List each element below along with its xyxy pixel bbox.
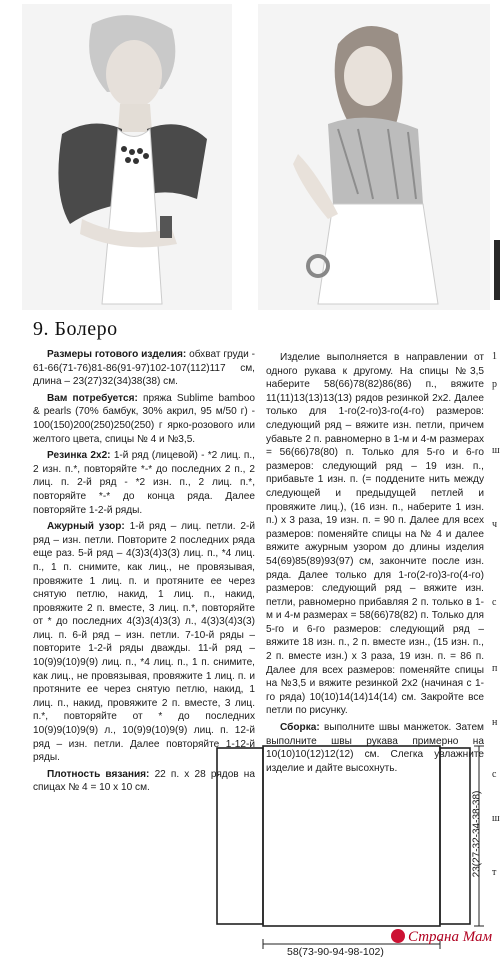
pattern-title: 9. Болеро — [33, 318, 118, 340]
left-column — [33, 348, 255, 798]
edge-glyph: р — [492, 379, 497, 390]
bolero-schematic — [215, 734, 485, 958]
edge-glyph: ш — [492, 445, 500, 456]
edge-glyph: н — [492, 717, 498, 728]
photo-woman-bolero — [22, 4, 232, 310]
materials-label: Вам потребуется: — [47, 392, 138, 404]
girl-figure-illustration — [258, 4, 490, 310]
site-watermark — [391, 929, 492, 946]
woman-figure-illustration — [22, 4, 232, 310]
width-label: 58(73-90-94-98-102) — [287, 946, 384, 958]
edge-glyph: ч — [492, 519, 498, 530]
right-column — [266, 351, 484, 778]
edge-glyph: 1 — [492, 351, 497, 362]
rib-label: Резинка 2х2: — [47, 450, 111, 462]
lace-paragraph — [33, 520, 255, 765]
height-label: 23(27-32-34-38-38) — [471, 790, 483, 878]
assembly-label: Сборка: — [280, 722, 320, 734]
edge-glyph: ш — [492, 813, 500, 824]
schematic-drawing — [215, 734, 485, 954]
materials-paragraph — [33, 392, 255, 446]
photos-area — [0, 0, 500, 316]
gauge-text: 22 п. х 28 рядов на спицах № 4 = 10 х 10 см. — [33, 768, 255, 794]
edge-glyph: т — [492, 867, 497, 878]
assembly-text: выполните швы манжеток. Затем выполните швы рукава примерно на 10(10)10(12)12(12) см. Слегка увлажните изделие и дайте высохнуть. — [266, 722, 484, 774]
lace-text: 1-й ряд – лиц. петли. 2-й ряд – изн. петли. Повторите 2 последних ряда еще раз. 5-й ряд – 4(3)3(4)3(3) лиц. п., *4 лиц. п., 1 п. снимите, как лиц., не провязывая, провяжите 1 лиц. п. и протяните ее через снятую петлю, накид, 1 лиц. п., накид, провяжите 2 п. вместе, 3 лиц. п.*, повторяйте от * до последних 4(3)3(4)3(3) л., 4(3)3(4)3(3) лиц. п. 6-й ряд – изн. петли. 7-10-й ряды – повторите 1-2-й ряды дважды. 11-й ряд – 10(9)9(10)9(9) лиц. п., *4 лиц. п., 1 п. снимите, как лиц., не провязывая, провяжите 1 лиц. п. и протяните ее через снятую петлю, накид, 1 лиц. п., накид, провяжите 2 п. вместе, 3 лиц. п.*, повторяйте от * до последних 10(9)9(10)9(9) л., 10(9)9(10)9(9) лиц. п. 12-й ряд – изн. петли. Далее повторяйте 1-12-й ряды. — [33, 521, 255, 764]
watermark-logo-icon — [391, 929, 405, 943]
schematic-body-rect — [263, 746, 440, 926]
schematic-left-cuff — [217, 748, 263, 924]
body-paragraph: Изделие выполняется в направлении от одного рукава к другому. На спицы №3,5 наберите 58(66)78(82)86(86) п., вяжите 11(11)13(13)13(13) рядов резинкой 2х2. Далее только для 1-го(2-го)3-го(4-го) размеров: следующий ряд – вяжите изн. петли, причем убавьте 2 п. равномерно в 1-м и 4-м размерах = 56(66)78(80) п. Только для 5-го и 6-го размеров: следующий ряд – 19 изн. п., прибавьте 1 изн. п. (= поддените нить между следующей и предыдущей петлей и провяжите лиц.), (16 изн. п., наберите 1 изн. п.) х 3 раза, 19 изн. п. = 90 п. Далее для всех размеров: поменяйте спицы на № 4 и далее вяжите ажурным узором до длины изделия 54(69)85(89)93(97) см, закончите после изн. ряда. Далее только для 1-го(2-го)3-го(4-го) размеров: следующий ряд – вяжите изн. петли, равномерно прибавляя 2 п. только в 1-м и 4-м размерах = 58(66)78(82) п. Только для 5-го и 6-го размеров: следующий ряд – вяжите 18 изн. п., 2 п. вместе изн., (15 изн. п., 2 п. вместе изн.) х 3 раза, 19 изн. п. = 86 п. Далее для всех размеров: поменяйте спицы на №3,5 и вяжите резинкой 2х2 (начиная с 1-го ряда) 10(10)14(14)14(14) см. Закройте все петли по рисунку. — [266, 352, 484, 717]
gauge-label: Плотность вязания: — [47, 768, 150, 780]
sizes-text: обхват груди - 61-66(71-76)81-86(91-97)102-107(112)117 см, длина – 23(27)32(34)38(38) см. — [33, 349, 256, 388]
watermark-text: Страна Мам — [408, 929, 493, 945]
materials-text: пряжа Sublime bamboo & pearls (70% бамбук, 30% акрил, 95 м/50 г) - 100(150)200(250)250(250) г ярко-розового или желтого цвета, спицы № 4 и №3,5. — [33, 392, 255, 445]
edge-glyph: п — [492, 663, 498, 674]
lace-label: Ажурный узор: — [47, 521, 125, 533]
rib-paragraph — [33, 449, 255, 517]
edge-glyph: с — [492, 769, 497, 780]
photo-girl-bolero — [258, 4, 490, 310]
rib-text: 1-й ряд (лицевой) - *2 лиц. п., 2 изн. п.*, повторяйте *-* до последних 2 п., 2 лиц. п. 2-й ряд - *2 изн. п., 2 лиц. п.*, повторяйте *-* до конца ряда. Далее повторяйте 1-2-й ряды. — [33, 450, 255, 516]
edge-glyph: с — [492, 597, 497, 608]
schematic-right-cuff — [440, 748, 470, 924]
sizes-label: Размеры готового изделия: — [47, 349, 187, 360]
sizes-paragraph — [33, 348, 255, 389]
